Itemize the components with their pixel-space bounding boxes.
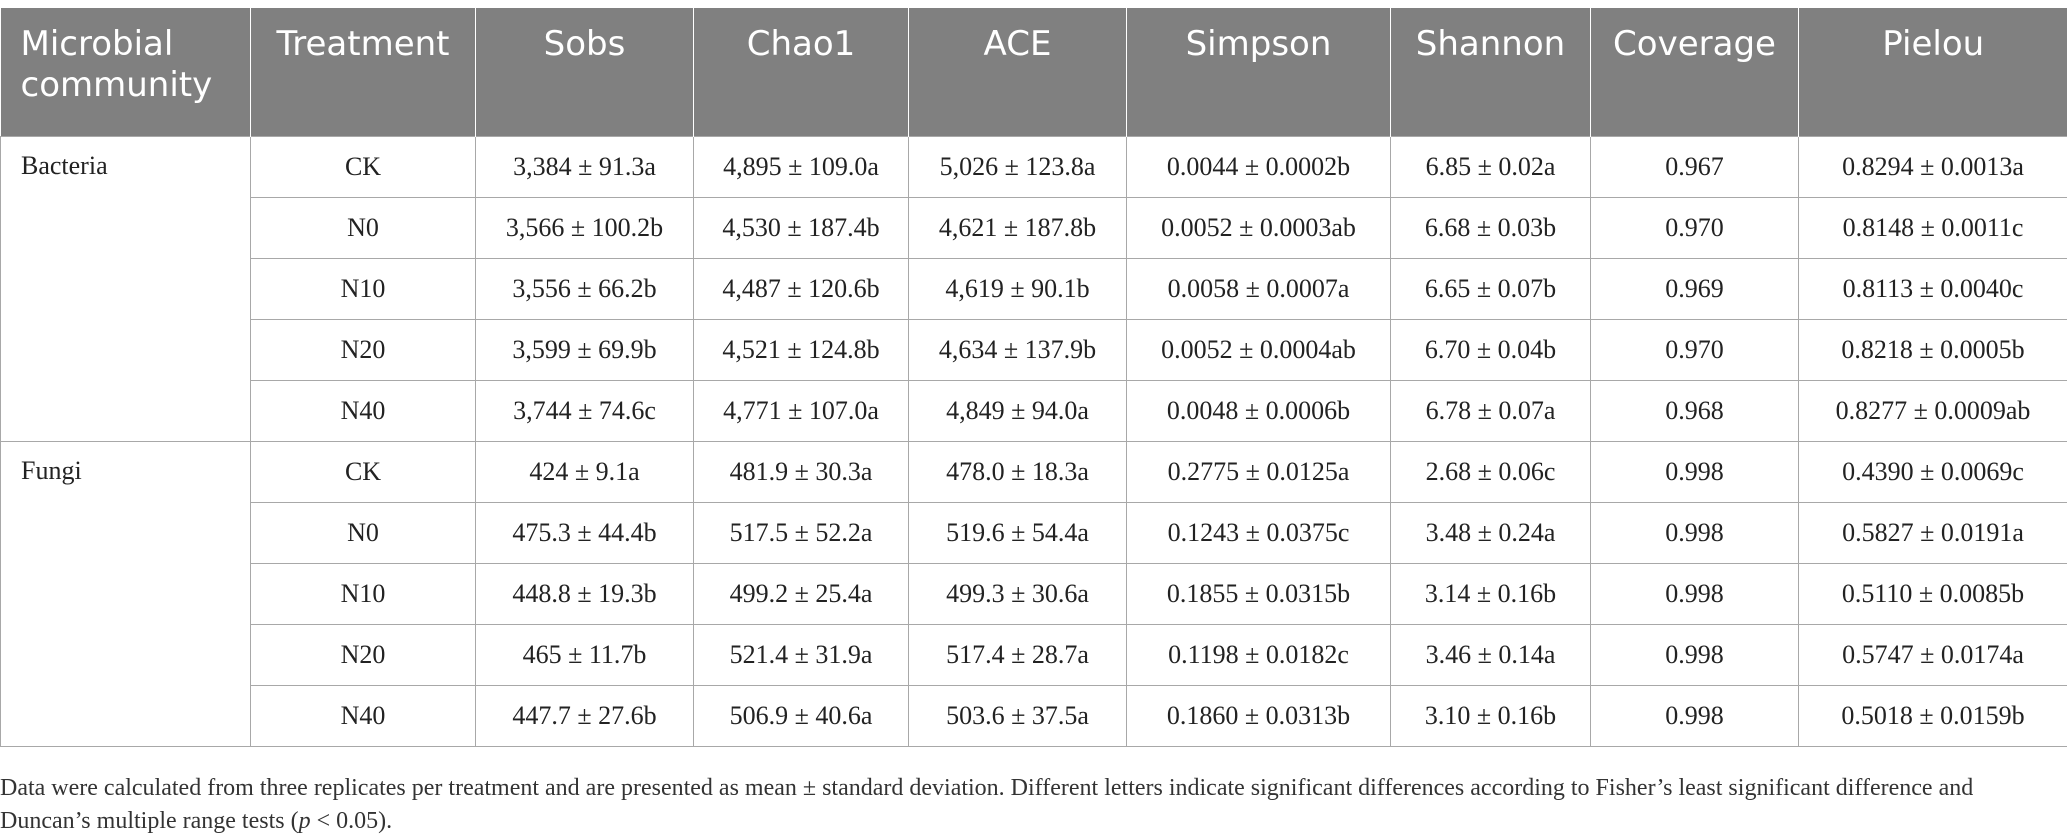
chao1-cell: 4,530 ± 187.4b [694,198,909,259]
shannon-cell: 3.46 ± 0.14a [1391,625,1591,686]
table-row [1,686,2067,747]
chao1-cell: 481.9 ± 30.3a [694,442,909,503]
shannon-cell: 6.65 ± 0.07b [1391,259,1591,320]
coverage-cell: 0.970 [1591,320,1799,381]
chao1-cell: 4,895 ± 109.0a [694,137,909,198]
results-table [0,8,2067,747]
sobs-cell: 465 ± 11.7b [476,625,694,686]
pielou-cell: 0.8113 ± 0.0040c [1799,259,2067,320]
ace-cell: 4,619 ± 90.1b [909,259,1127,320]
col-header-treatment: Treatment [251,8,476,137]
ace-cell: 517.4 ± 28.7a [909,625,1127,686]
simpson-cell: 0.0048 ± 0.0006b [1127,381,1391,442]
table-row [1,442,2067,503]
col-header-pielou: Pielou [1799,8,2067,137]
coverage-cell: 0.998 [1591,503,1799,564]
col-header-microbial-community: Microbial community [1,8,251,137]
shannon-cell: 6.68 ± 0.03b [1391,198,1591,259]
coverage-cell: 0.969 [1591,259,1799,320]
sobs-cell: 447.7 ± 27.6b [476,686,694,747]
pielou-cell: 0.4390 ± 0.0069c [1799,442,2067,503]
treatment-cell: N20 [251,625,476,686]
col-header-simpson: Simpson [1127,8,1391,137]
treatment-cell: N0 [251,503,476,564]
simpson-cell: 0.1860 ± 0.0313b [1127,686,1391,747]
ace-cell: 478.0 ± 18.3a [909,442,1127,503]
chao1-cell: 506.9 ± 40.6a [694,686,909,747]
coverage-cell: 0.998 [1591,686,1799,747]
treatment-cell: N40 [251,686,476,747]
coverage-cell: 0.968 [1591,381,1799,442]
table-body [1,137,2067,747]
table-row [1,503,2067,564]
ace-cell: 503.6 ± 37.5a [909,686,1127,747]
sobs-cell: 3,384 ± 91.3a [476,137,694,198]
ace-cell: 519.6 ± 54.4a [909,503,1127,564]
shannon-cell: 6.78 ± 0.07a [1391,381,1591,442]
sobs-cell: 475.3 ± 44.4b [476,503,694,564]
ace-cell: 4,634 ± 137.9b [909,320,1127,381]
shannon-cell: 6.70 ± 0.04b [1391,320,1591,381]
simpson-cell: 0.1198 ± 0.0182c [1127,625,1391,686]
sobs-cell: 3,566 ± 100.2b [476,198,694,259]
treatment-cell: CK [251,442,476,503]
treatment-cell: N40 [251,381,476,442]
table-row [1,320,2067,381]
treatment-cell: N10 [251,259,476,320]
coverage-cell: 0.967 [1591,137,1799,198]
pielou-cell: 0.8294 ± 0.0013a [1799,137,2067,198]
sobs-cell: 3,599 ± 69.9b [476,320,694,381]
sobs-cell: 3,556 ± 66.2b [476,259,694,320]
table-row [1,198,2067,259]
coverage-cell: 0.998 [1591,442,1799,503]
sobs-cell: 3,744 ± 74.6c [476,381,694,442]
simpson-cell: 0.0052 ± 0.0003ab [1127,198,1391,259]
table-row [1,564,2067,625]
pielou-cell: 0.5110 ± 0.0085b [1799,564,2067,625]
col-header-sobs: Sobs [476,8,694,137]
pielou-cell: 0.5018 ± 0.0159b [1799,686,2067,747]
coverage-cell: 0.998 [1591,564,1799,625]
footnote-text: Data were calculated from three replicates per treatment and are presented as mean ± standard deviation. Different letters indicate significant differences according to Fisher’s least significant difference and Duncan’s multiple range tests ( [0,775,1973,834]
group-label-fungi: Fungi [1,442,251,747]
treatment-cell: N20 [251,320,476,381]
simpson-cell: 0.0044 ± 0.0002b [1127,137,1391,198]
ace-cell: 5,026 ± 123.8a [909,137,1127,198]
treatment-cell: CK [251,137,476,198]
pielou-cell: 0.5827 ± 0.0191a [1799,503,2067,564]
shannon-cell: 2.68 ± 0.06c [1391,442,1591,503]
treatment-cell: N10 [251,564,476,625]
sobs-cell: 448.8 ± 19.3b [476,564,694,625]
pielou-cell: 0.8277 ± 0.0009ab [1799,381,2067,442]
coverage-cell: 0.998 [1591,625,1799,686]
simpson-cell: 0.0058 ± 0.0007a [1127,259,1391,320]
col-header-ace: ACE [909,8,1127,137]
table-footnote [0,772,2040,838]
treatment-cell: N0 [251,198,476,259]
footnote-p-symbol: p [299,808,311,834]
simpson-cell: 0.1243 ± 0.0375c [1127,503,1391,564]
group-label-bacteria: Bacteria [1,137,251,442]
col-header-chao1: Chao1 [694,8,909,137]
footnote-text-end: < 0.05). [311,808,393,834]
coverage-cell: 0.970 [1591,198,1799,259]
col-header-shannon: Shannon [1391,8,1591,137]
pielou-cell: 0.5747 ± 0.0174a [1799,625,2067,686]
table-row [1,625,2067,686]
chao1-cell: 521.4 ± 31.9a [694,625,909,686]
table-row [1,259,2067,320]
table-row [1,381,2067,442]
simpson-cell: 0.1855 ± 0.0315b [1127,564,1391,625]
ace-cell: 499.3 ± 30.6a [909,564,1127,625]
table-header-row [1,8,2067,137]
shannon-cell: 3.14 ± 0.16b [1391,564,1591,625]
col-header-coverage: Coverage [1591,8,1799,137]
chao1-cell: 499.2 ± 25.4a [694,564,909,625]
ace-cell: 4,621 ± 187.8b [909,198,1127,259]
simpson-cell: 0.2775 ± 0.0125a [1127,442,1391,503]
chao1-cell: 4,487 ± 120.6b [694,259,909,320]
shannon-cell: 3.48 ± 0.24a [1391,503,1591,564]
table-row [1,137,2067,198]
chao1-cell: 4,771 ± 107.0a [694,381,909,442]
chao1-cell: 4,521 ± 124.8b [694,320,909,381]
pielou-cell: 0.8218 ± 0.0005b [1799,320,2067,381]
chao1-cell: 517.5 ± 52.2a [694,503,909,564]
simpson-cell: 0.0052 ± 0.0004ab [1127,320,1391,381]
sobs-cell: 424 ± 9.1a [476,442,694,503]
pielou-cell: 0.8148 ± 0.0011c [1799,198,2067,259]
shannon-cell: 6.85 ± 0.02a [1391,137,1591,198]
ace-cell: 4,849 ± 94.0a [909,381,1127,442]
shannon-cell: 3.10 ± 0.16b [1391,686,1591,747]
